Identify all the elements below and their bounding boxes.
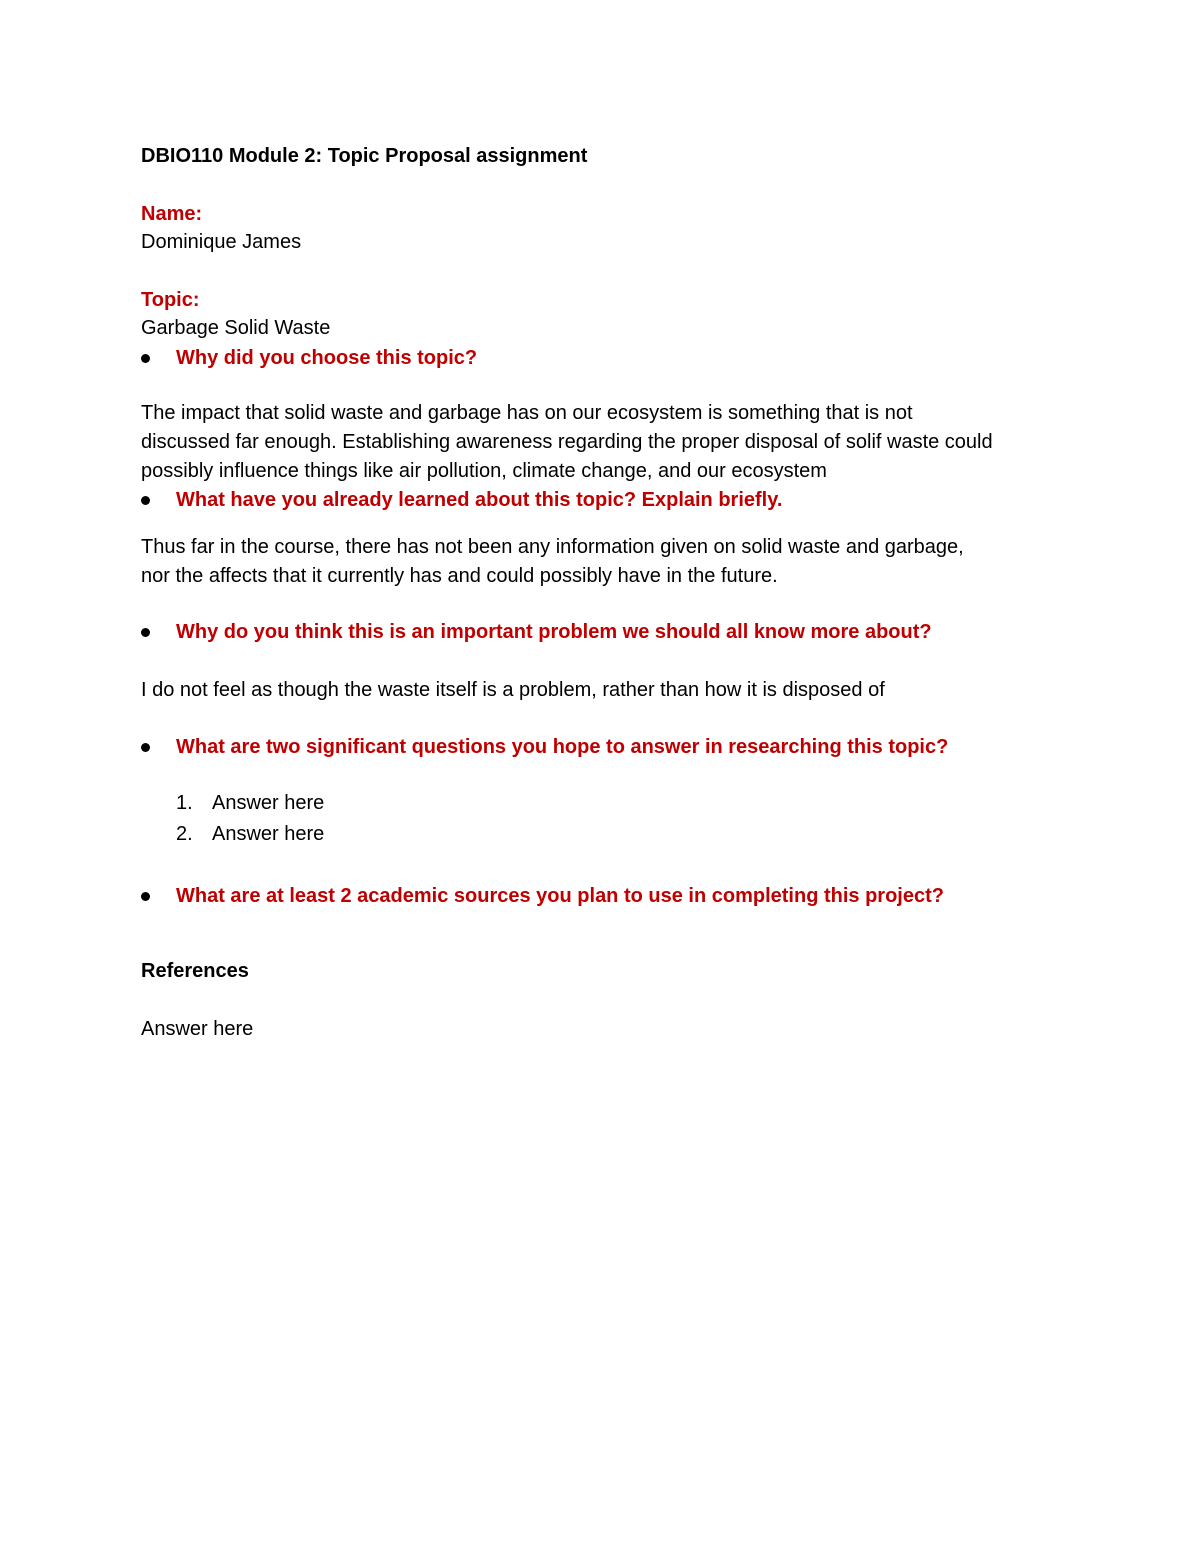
bullet-icon bbox=[141, 354, 150, 363]
bullet-icon bbox=[141, 628, 150, 637]
answer-why-topic-line-3: possibly influence things like air pollution, climate change, and our ecosystem bbox=[141, 460, 827, 482]
references-heading: References bbox=[141, 960, 249, 982]
list-item-number: 2. bbox=[176, 823, 193, 845]
bullet-icon bbox=[141, 892, 150, 901]
list-item-text: Answer here bbox=[212, 823, 325, 845]
answer-important-problem: I do not feel as though the waste itself is a problem, rather than how it is disposed of bbox=[141, 679, 885, 701]
topic-label: Topic: bbox=[141, 289, 200, 311]
name-label: Name: bbox=[141, 203, 203, 225]
list-item-text: Answer here bbox=[212, 792, 325, 814]
question-already-learned: What have you already learned about this topic? Explain briefly. bbox=[176, 489, 783, 511]
question-important-problem: Why do you think this is an important problem we should all know more about? bbox=[176, 621, 932, 643]
question-significant-questions: What are two significant questions you hope to answer in researching this topic? bbox=[176, 736, 949, 758]
topic-value: Garbage Solid Waste bbox=[141, 317, 331, 339]
document-title: DBIO110 Module 2: Topic Proposal assignment bbox=[141, 145, 588, 167]
answer-already-learned-line-2: nor the affects that it currently has and could possibly have in the future. bbox=[141, 565, 778, 587]
bullet-icon bbox=[141, 496, 150, 505]
list-item-number: 1. bbox=[176, 792, 193, 814]
name-value: Dominique James bbox=[141, 231, 302, 253]
answer-why-topic-line-1: The impact that solid waste and garbage has on our ecosystem is something that is not bbox=[141, 402, 913, 424]
answer-already-learned-line-1: Thus far in the course, there has not been any information given on solid waste and garbage, bbox=[141, 536, 964, 558]
references-answer: Answer here bbox=[141, 1018, 254, 1040]
question-why-topic: Why did you choose this topic? bbox=[176, 347, 478, 369]
bullet-icon bbox=[141, 743, 150, 752]
answer-why-topic-line-2: discussed far enough. Establishing awareness regarding the proper disposal of solif waste could bbox=[141, 431, 993, 453]
question-academic-sources: What are at least 2 academic sources you plan to use in completing this project? bbox=[176, 885, 944, 907]
